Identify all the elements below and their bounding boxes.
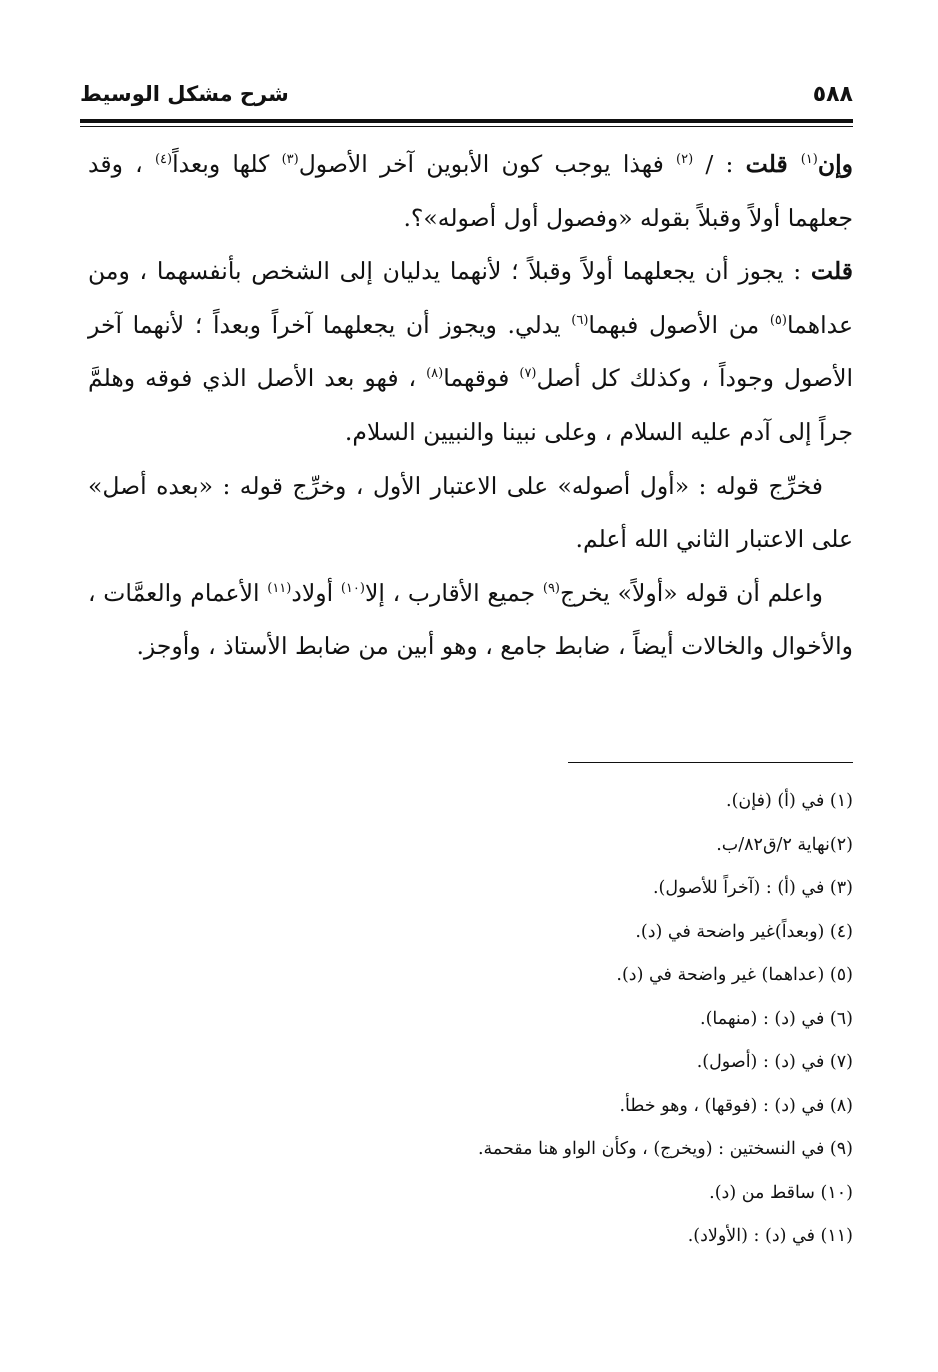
main-text	[88, 138, 853, 674]
page-header	[80, 78, 853, 118]
text-run: فوقهما	[443, 364, 520, 393]
footnote: (٨) في (د) : (فوقها) ، وهو خطأ.	[619, 1095, 853, 1116]
lead-word: وإن	[817, 150, 853, 178]
footnote-ref: (١٠)	[340, 580, 365, 596]
running-title: شرح مشكل الوسيط	[80, 82, 289, 106]
footnote-ref: (٥)	[769, 312, 787, 328]
footnote: (١) في (أ) (فإن).	[726, 791, 853, 811]
footnote: (٦) في (د) : (منهما).	[700, 1008, 853, 1029]
footnotes	[300, 780, 853, 1259]
paragraph-1	[88, 138, 853, 245]
footnote: (٢)نهاية ٢/ق٨٢/ب.	[716, 834, 853, 855]
text-run: أولاد	[291, 578, 341, 607]
header-rule-thin	[80, 126, 853, 127]
footnote-ref: (٤)	[154, 152, 173, 168]
footnote: (١١) في (د) : (الأولاد).	[687, 1226, 853, 1246]
footnote: (٧) في (د) : (أصول).	[696, 1052, 853, 1072]
footnote-separator	[568, 762, 853, 763]
lead-word: قلت	[810, 257, 853, 286]
footnote: (٣) في (أ) : (آخراً للأصول).	[652, 878, 853, 898]
footnote: (٩) في النسختين : (ويخرج) ، وكأن الواو هنا مقحمة.	[477, 1139, 853, 1159]
text-run: كلها وبعداً	[172, 150, 282, 178]
text-run: من الأصول فبهما	[588, 310, 770, 339]
text-run: ، فهو بعد الأصل الذي فوقه وهلمَّ جراً إلى آدم عليه السلام ، وعلى نبينا والنبيين السلام.	[88, 364, 853, 446]
text-run: فهذا يوجب كون الأبوين آخر الأصول	[298, 150, 677, 178]
footnote-ref: (٨)	[426, 366, 444, 382]
header-rule-thick	[80, 119, 853, 123]
text-run: يدلي. ويجوز أن يجعلهما آخراً وبعداً ؛ لأنهما آخر الأصول وجوداً ، وكذلك كل أصل	[88, 310, 854, 393]
footnote: (١٠) ساقط من (د).	[709, 1182, 853, 1203]
footnote: (٤) (وبعداً)غير واضحة في (د).	[635, 921, 853, 942]
footnote-ref: (٧)	[519, 366, 537, 382]
text-run: الأعمام والعمَّات ، والأخوال والخالات أيضاً ، ضابط جامع ، وهو أبين من ضابط الأستاذ ، وأوجز.	[88, 578, 853, 661]
text-run: واعلم أن قوله «أولاً» يخرج	[560, 578, 823, 607]
text-run: : /	[693, 150, 746, 178]
footnote-ref: (٣)	[281, 152, 299, 168]
text-run: فخرِّج قوله : «أول أصوله» على الاعتبار الأول ، وخرِّج قوله : «بعده أصل» على الاعتبار الثاني الله أعلم.	[88, 471, 853, 554]
page-number: ٥٨٨	[812, 82, 853, 107]
text-run: ، وقد جعلهما أولاً وقبلاً بقوله «وفصول أول أصوله»؟.	[88, 150, 853, 232]
footnote-ref: (٦)	[571, 312, 589, 328]
paragraph-4	[88, 567, 853, 674]
footnote-ref: (١)	[800, 152, 818, 168]
footnote: (٥) (عداهما) غير واضحة في (د).	[616, 965, 853, 985]
footnote-ref: (٩)	[542, 580, 560, 596]
text-run: : يجوز أن يجعلهما أولاً وقبلاً ؛ لأنهما يدليان إلى الشخص بأنفسهما ، ومن عداهما	[88, 257, 854, 339]
paragraph-3	[88, 460, 853, 567]
lead-word: قلت	[745, 150, 801, 178]
footnote-ref: (١١)	[267, 580, 292, 596]
footnote-ref: (٢)	[676, 152, 694, 168]
paragraph-2	[88, 245, 853, 459]
text-run: جميع الأقارب ، إلا	[364, 578, 543, 607]
